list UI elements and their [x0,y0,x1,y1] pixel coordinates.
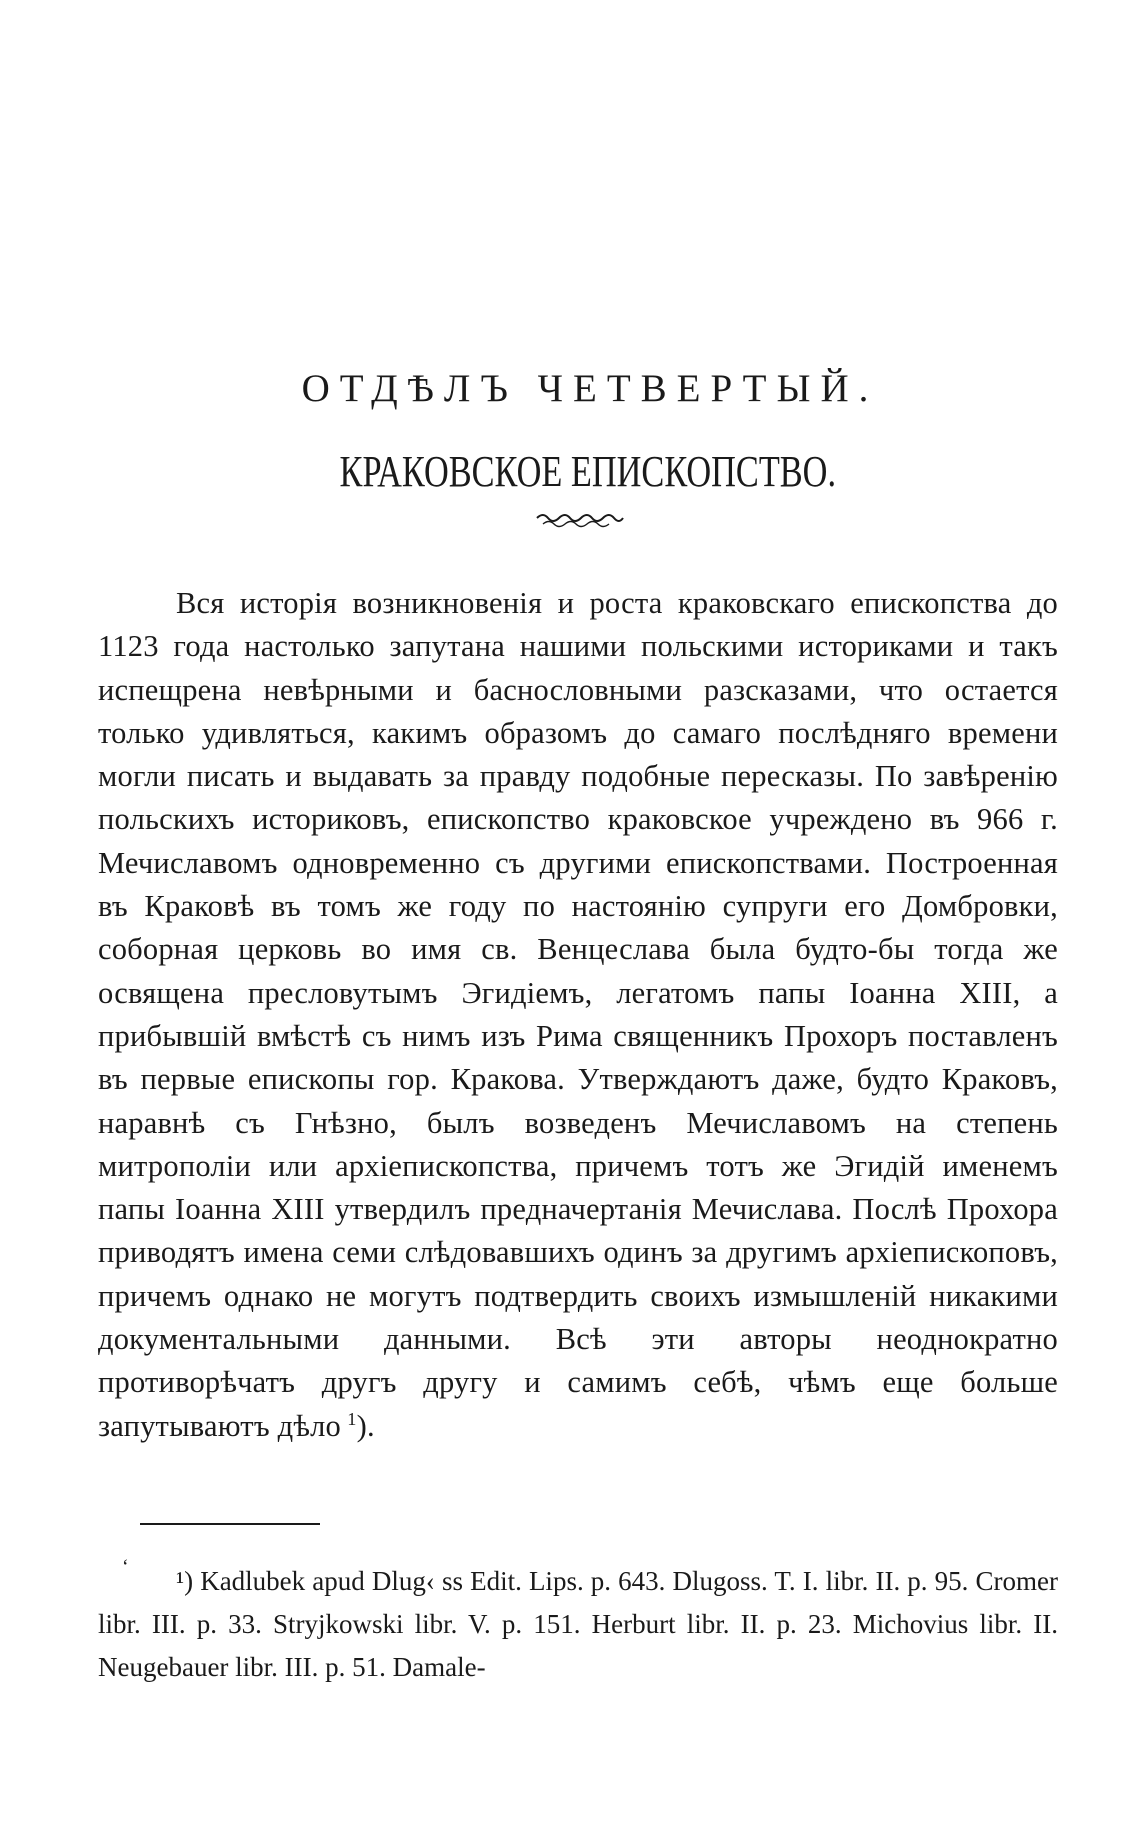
paragraph-closing: ). [356,1408,375,1443]
part-title: ОТДѢЛЪ ЧЕТВЕРТЫЙ. [301,367,879,410]
main-paragraph [98,582,1058,1448]
footnote-marker: ¹) [176,1566,194,1596]
footnote-text: Kadlubek apud Dlug‹ ss Edit. Lips. p. 643. Dlugoss. T. I. libr. II. p. 95. Cromer libr. III. p. 33. Stryjkowski libr. V. p. 151. Herburt libr. II. p. 23. Michovius libr. II. Neugebauer libr. III. p. 51. Damale- [98,1566,1058,1682]
footnote-divider [140,1523,320,1525]
footnote-reference[interactable]: 1 [347,1408,357,1429]
stray-print-mark: ‘ [122,1556,129,1578]
footnote [98,1560,1058,1689]
wavy-ornament-icon [535,510,625,530]
paragraph-text: Вся исторія возникновенія и роста краковскаго епископства до 1123 года настолько запутана нашими польскими историками и такъ испещрена невѣрными и баснословными разсказами, что остается только удивляться, какимъ образомъ до самаго послѣдняго времени могли писать и выдавать за правду подобные пересказы. По завѣренію польскихъ историковъ, епископство краковское учреждено въ 966 г. Мечиславомъ одновременно съ другими епископствами. Построенная въ Краковѣ въ томъ же году по настоянію супруги его Домбровки, соборная церковь во имя св. Венцеслава была будто-бы тогда же освящена пресловутымъ Эгидіемъ, легатомъ папы Іоанна XIII, а прибывшій вмѣстѣ съ нимъ изъ Рима священникъ Прохоръ поставленъ въ первые епископы гор. Кракова. Утверждаютъ даже, будто Краковъ, наравнѣ съ Гнѣзно, былъ возведенъ Мечиславомъ на степень митрополіи или архіепископства, причемъ тотъ же Эгидій именемъ папы Іоанна XIII утвердилъ предначертанія Мечислава. Послѣ Прохора приводятъ имена семи слѣдовавшихъ одинъ за другимъ архіепископовъ, причемъ однако не могутъ подтвердить своихъ измышленій никакими документальными данными. Всѣ эти авторы неоднократно противорѣчатъ другъ другу и самимъ себѣ, чѣмъ еще больше запутываютъ дѣло [98,586,1058,1443]
chapter-title: КРАКОВСКОЕ ЕПИСКОПСТВО. [339,447,837,496]
